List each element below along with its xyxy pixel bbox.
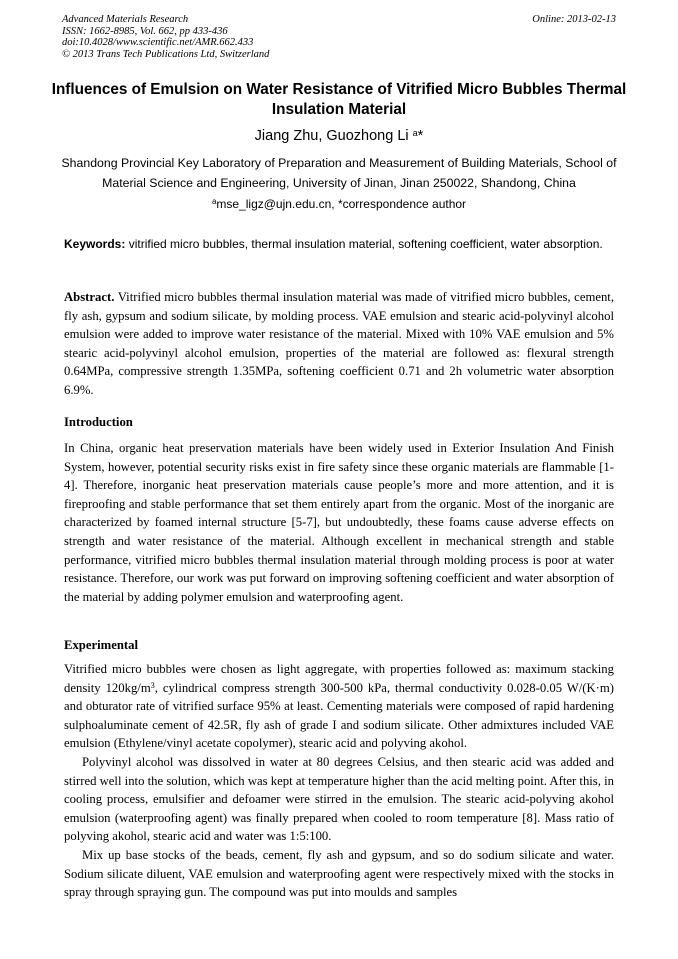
journal-name: Advanced Materials Research xyxy=(62,14,189,25)
email-superscript: a xyxy=(211,197,217,206)
corresponding-star: * xyxy=(417,128,424,144)
author-line xyxy=(40,127,638,145)
author-superscript: a xyxy=(412,128,418,138)
cubic-superscript: 3 xyxy=(150,680,155,690)
experimental-paragraph-2: Polyvinyl alcohol was dissolved in water at 80 degrees Celsius, and then stearic acid was added and stirred well into the solution, which was kept at temperature higher than the acid melting point. After this, in cooling process, emulsifier and defoamer were stirred in the emulsion. The stearic acid-polyving akohol emulsion (waterproofing agent) was finally prepared when cooled to room temperature [8]. Mass ratio of polyving akohol, stearic acid and water was 1:5:100. xyxy=(64,754,614,844)
affiliation: Shandong Provincial Key Laboratory of Preparation and Measurement of Building Materials, School of Material Science and Engineering, University of Jinan, Jinan 250022, Shandong, China xyxy=(61,156,617,190)
experimental-heading: Experimental xyxy=(64,638,139,652)
experimental-paragraph-3: Mix up base stocks of the beads, cement, fly ash and gypsum, and so do sodium silicate and water. Sodium silicate diluent, VAE emulsion and waterproofing agent were respectively mixed with the stocks in spray through spraying gun. The compound was put into moulds and samples xyxy=(64,847,614,900)
keywords-label: Keywords: xyxy=(64,237,126,251)
keywords-text: vitrified micro bubbles, thermal insulation material, softening coefficient, water absorption. xyxy=(128,237,603,251)
journal-header xyxy=(62,14,616,60)
doi-line: doi:10.4028/www.scientific.net/AMR.662.433 xyxy=(62,37,254,49)
email-text: mse_ligz@ujn.edu.cn, *correspondence author xyxy=(216,197,467,211)
abstract xyxy=(64,288,614,400)
author-names: Jiang Zhu, Guozhong Li xyxy=(254,128,409,144)
abstract-label: Abstract. xyxy=(64,290,115,304)
issn-line: ISSN: 1662-8985, Vol. 662, pp 433-436 xyxy=(62,25,228,37)
email-line xyxy=(60,195,618,213)
introduction-heading: Introduction xyxy=(64,415,133,429)
copyright-line: © 2013 Trans Tech Publications Ltd, Switzerland xyxy=(62,48,270,60)
online-date: Online: 2013-02-13 xyxy=(532,14,616,25)
experimental-p1-before: Vitrified micro bubbles were chosen as light aggregate, with properties followed as: maximum stacking density 120kg/m xyxy=(64,662,614,695)
abstract-text: Vitrified micro bubbles thermal insulation material was made of vitrified micro bubbles, cement, fly ash, gypsum and sodium silicate, by molding process. VAE emulsion and stearic acid-polyvinyl alcohol emulsion were added to improve water resistance of the material. Mixed with 10% VAE emulsion and 5% stearic acid-polyvinyl alcohol emulsion, properties of the material are followed as: flexural strength 0.64MPa, compressive strength 1.35MPa, softening coefficient 0.71 and 2h volumetric water absorption 6.9%. xyxy=(64,290,614,397)
introduction-paragraph: In China, organic heat preservation materials have been widely used in Exterior Insulation And Finish System, however, potential security risks exist in fire safety since these organic materials are flammable [1-4]. Therefore, inorganic heat preservation materials cause people’s more and more attention, and it is fireproofing and stable performance that set them entirely apart from the organic. Most of the inorganic are characterized by foamed internal structure [5-7], but undoubtedly, these foams cause adverse effects on strength and water resistance of the material. Although excellent in mechanical strength and stable performance, vitrified micro bubbles thermal insulation material through molding process is poor at water resistance. Therefore, our work was put forward on improving softening coefficient and water absorption of the material by adding polymer emulsion and waterproofing agent. xyxy=(64,441,614,604)
paper-title: Influences of Emulsion on Water Resistance of Vitrified Micro Bubbles Thermal Insulation Material xyxy=(51,81,627,118)
experimental-p1-after: , cylindrical compress strength 300-500 kPa, thermal conductivity 0.028-0.05 W/(K·m) and obturator rate of vitrified surface 95% at least. Cementing materials were composed of rapid hardening sulphoaluminate cement of 42.5R, fly ash of grade I and sodium silicate. Other admixtures included VAE emulsion (Ethylene/vinyl acetate copolymer), stearic acid and polyving akohol. xyxy=(64,680,614,751)
experimental-paragraph-1 xyxy=(64,660,614,753)
experimental-section xyxy=(64,660,614,902)
keywords xyxy=(64,235,614,253)
